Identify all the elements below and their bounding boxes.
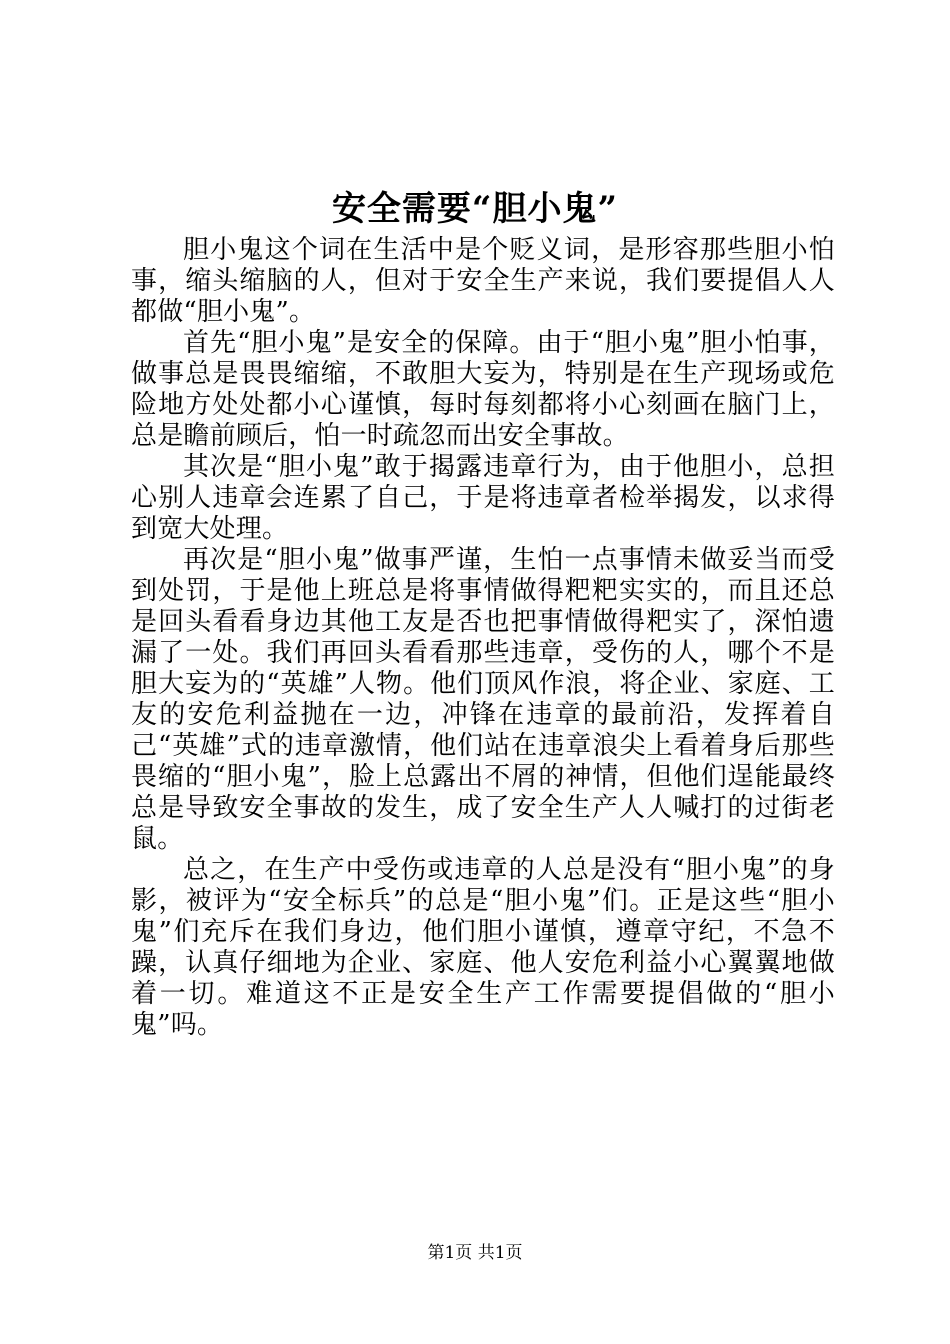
document-title: 安全需要“胆小鬼” [331,189,619,229]
paragraph-2: 首先“胆小鬼”是安全的保障。由于“胆小鬼”胆小怕事，做事总是畏畏缩缩，不敢胆大妄为，特别是在生产现场或危险地方处处都小心谨慎，每时每刻都将小心刻画在脑门上，总是瞻前顾后，怕一时疏忽而出安全事故。 [131,328,835,451]
document-body [131,235,835,1041]
paragraph-3: 其次是“胆小鬼”敢于揭露违章行为，由于他胆小，总担心别人违章会连累了自己，于是将违章者检举揭发，以求得到宽大处理。 [131,452,835,544]
paragraph-5: 总之，在生产中受伤或违章的人总是没有“胆小鬼”的身影，被评为“安全标兵”的总是“胆小鬼”们。正是这些“胆小鬼”们充斥在我们身边，他们胆小谨慎，遵章守纪，不急不躁，认真仔细地为企业、家庭、他人安危利益小心翼翼地做着一切。难道这不正是安全生产工作需要提倡做的“胆小鬼”吗。 [131,855,835,1040]
paragraph-4: 再次是“胆小鬼”做事严谨，生怕一点事情未做妥当而受到处罚，于是他上班总是将事情做得粑粑实实的，而且还总是回头看看身边其他工友是否也把事情做得粑实了，深怕遗漏了一处。我们再回头看看那些违章，受伤的人，哪个不是胆大妄为的“英雄”人物。他们顶风作浪，将企业、家庭、工友的安危利益抛在一边，冲锋在违章的最前沿，发挥着自己“英雄”式的违章激情，他们站在违章浪尖上看着身后那些畏缩的“胆小鬼”，脸上总露出不屑的神情，但他们逞能最终总是导致安全事故的发生，成了安全生产人人喊打的过街老鼠。 [131,545,835,854]
paragraph-1: 胆小鬼这个词在生活中是个贬义词，是形容那些胆小怕事，缩头缩脑的人，但对于安全生产来说，我们要提倡人人都做“胆小鬼”。 [131,235,835,327]
page-number-footer: 第1页 共1页 [427,1243,523,1263]
